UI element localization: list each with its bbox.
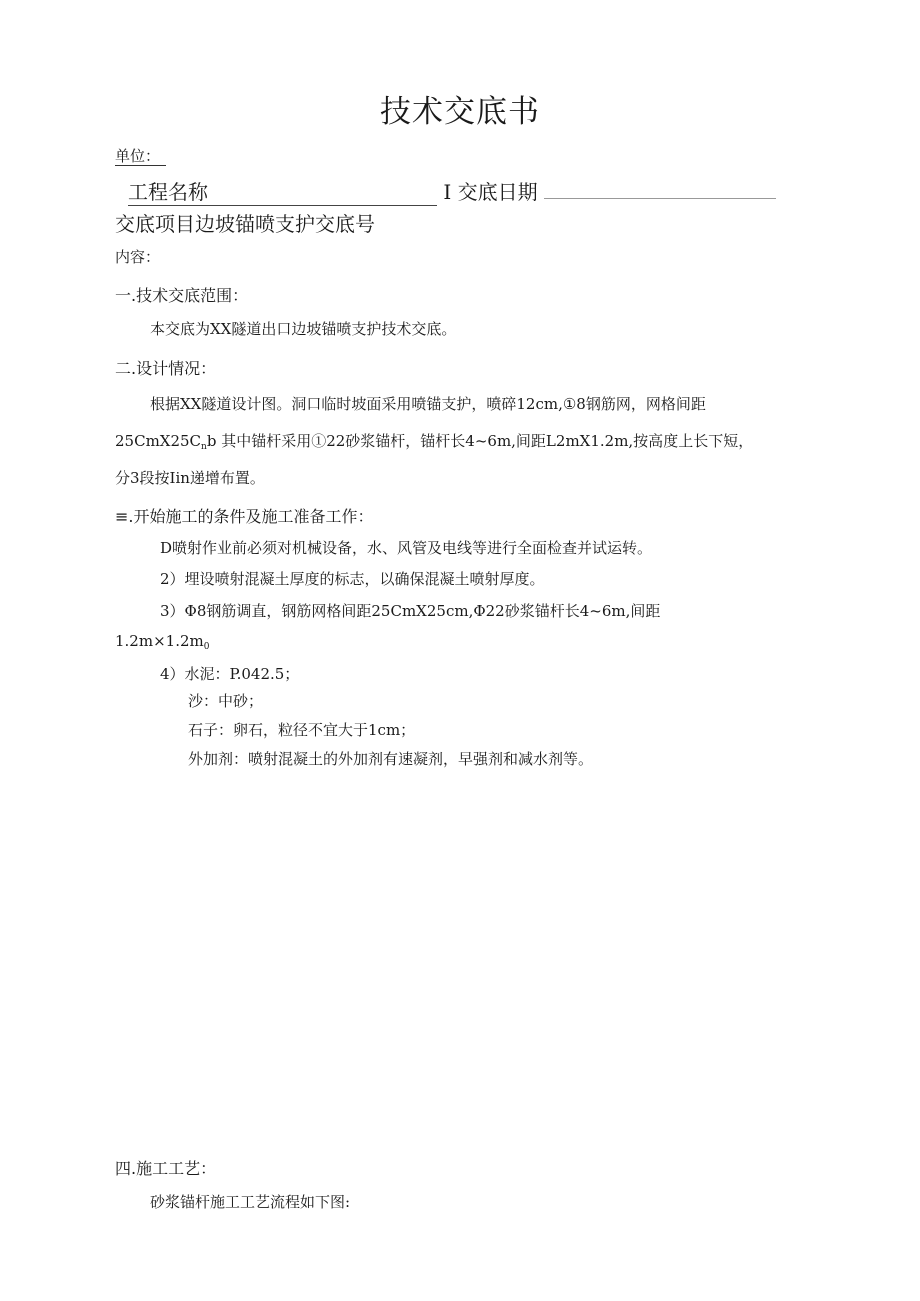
material-sand: 沙：中砂； [188,692,264,710]
section-3-item-2: 2）埋设喷射混凝土厚度的标志，以确保混凝土喷射厚度。 [160,570,545,588]
section-2-line-2-end: b 其中锚杆采用①22砂浆锚杆，锚杆长4~6m,间距L2mX1.2m,按高度上长下短， [206,432,754,450]
unit-label: 单位： [115,147,166,166]
section-3-item-1: D喷射作业前必须对机械设备，水、风管及电线等进行全面检查并试运转。 [160,539,653,557]
section-2-line-1: 根据XX隧道设计图。洞口临时坡面采用喷锚支护，喷碎12cm,①8钢筋网，网格间距 [150,395,706,413]
section-2-heading: 二.设计情况： [115,359,217,378]
project-name-label: 工程名称 [128,176,437,206]
section-3-item-4: 4）水泥：P.042.5； [160,665,300,683]
document-title: 技术交底书 [380,94,540,130]
item-line: 交底项目边坡锚喷支护交底号 [115,212,375,236]
section-1-paragraph: 本交底为XX隧道出口边坡锚喷支护技术交底。 [150,320,457,338]
section-4-heading: 四.施工工艺： [115,1159,217,1178]
section-1-heading: 一.技术交底范围： [115,286,249,305]
material-stone: 石子：卵石，粒径不宜大于1cm； [188,721,416,739]
content-label: 内容： [115,248,161,266]
section-3-item-3-line-2-text: 1.2m×1.2m [115,632,204,650]
section-2-line-2-subscript: n [201,442,207,452]
section-3-item-3-subscript: 0 [203,642,210,652]
date-label: I 交底日期 [443,180,538,204]
section-4-paragraph: 砂浆锚杆施工工艺流程如下图: [150,1193,351,1211]
section-3-heading: ≡.开始施工的条件及施工准备工作： [115,507,374,526]
project-row [128,176,776,206]
section-3-item-3-line-2 [115,632,209,650]
section-2-line-3: 分3段按Iin递增布置。 [115,469,265,487]
date-blank-line [544,197,776,199]
section-2-line-2-start: 25CmX25C [115,432,202,450]
material-additive: 外加剂：喷射混凝土的外加剂有速凝剂，早强剂和减水剂等。 [188,750,594,768]
section-2-line-2 [115,430,753,451]
section-3-item-3-line-1: 3）Φ8钢筋调直，钢筋网格间距25CmX25cm,Φ22砂浆锚杆长4~6m,间距 [160,602,661,620]
unit-field [115,145,166,166]
